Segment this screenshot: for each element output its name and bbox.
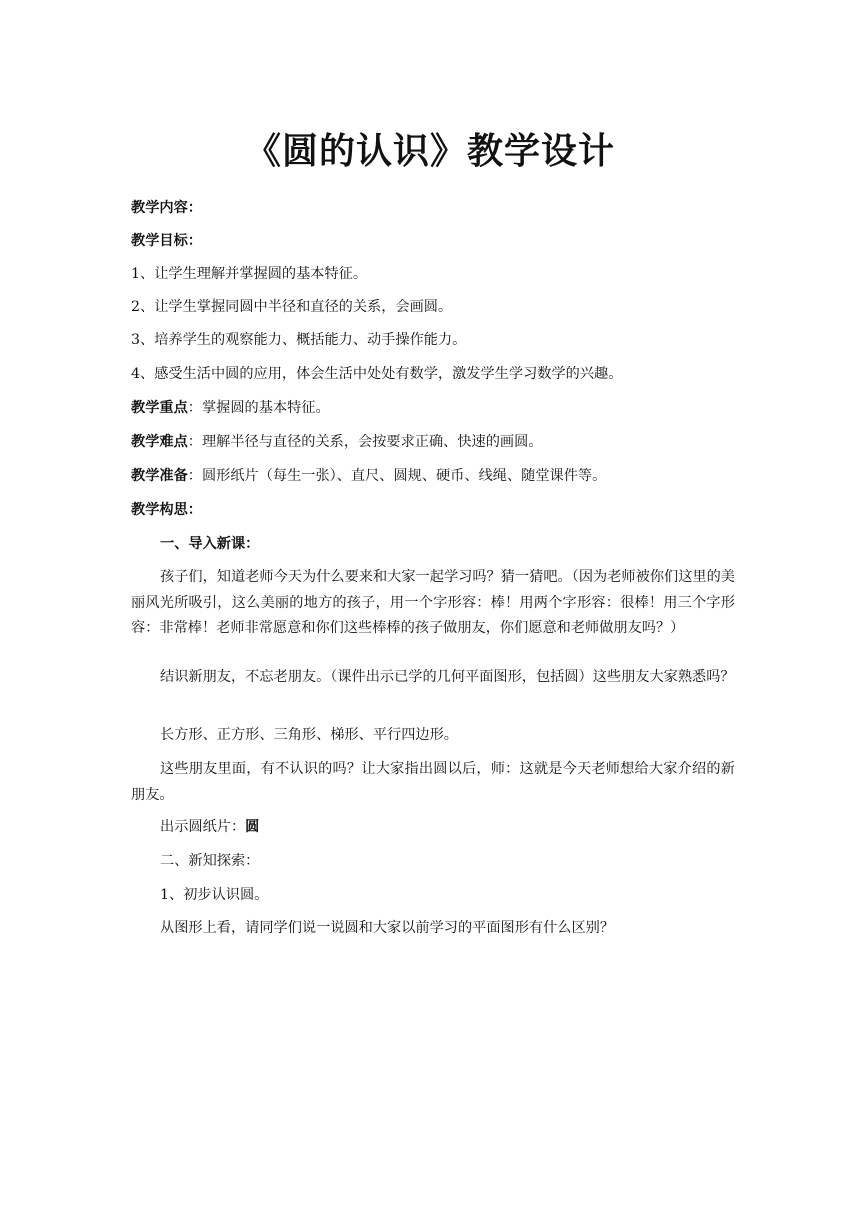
paragraph-intro: 孩子们，知道老师今天为什么要来和大家一起学习吗？猜一猜吧。（因为老师被你们这里的美丽风光所吸引，这么美丽的地方的孩子，用一个字形容：棒！用两个字形容：很棒！用三个字形容：非常棒！老师非常愿意和你们这些棒棒的孩子做朋友，你们愿意和老师做朋友吗？） (131, 569, 735, 637)
goal-item-2: 2、让学生掌握同圆中半径和直径的关系，会画圆。 (131, 299, 453, 315)
show-card-prefix: 出示圆纸片： (160, 819, 246, 835)
concept-label: 教学构思： (131, 502, 202, 518)
paragraph-old-friends: 结识新朋友，不忘老朋友。（课件出示已学的几何平面图形，包括圆）这些朋友大家熟悉吗？ (160, 669, 735, 685)
show-card-line (131, 814, 765, 840)
key-point-line (131, 395, 736, 421)
page-title: 《圆的认识》教学设计 (244, 131, 615, 172)
difficulty-text: ：理解半径与直径的关系，会按要求正确、快速的画圆。 (187, 434, 543, 450)
paragraph-new-friend: 这些朋友里面，有不认识的吗？让大家指出圆以后，师：这就是今天老师想给大家介绍的新朋友。 (131, 761, 735, 803)
preparation-label: 教学准备 (131, 468, 188, 484)
goal-item-4: 4、感受生活中圆的应用，体会生活中处处有数学，激发学生学习数学的兴趣。 (131, 366, 623, 382)
key-point-text: ：掌握圆的基本特征。 (187, 400, 330, 416)
goal-item-1: 1、让学生理解并掌握圆的基本特征。 (131, 266, 368, 282)
goal-item-3: 3、培养学生的观察能力、概括能力、动手操作能力。 (131, 332, 467, 348)
section-1-heading: 一、导入新课： (160, 536, 260, 552)
preparation-line (131, 463, 736, 489)
teaching-goals-label: 教学目标： (131, 233, 202, 249)
paragraph-shapes-list: 长方形、正方形、三角形、梯形、平行四边形。 (160, 727, 458, 743)
section-2-heading: 二、新知探索： (160, 853, 260, 869)
difficulty-line (131, 429, 736, 455)
teaching-content-label: 教学内容： (131, 200, 202, 216)
preparation-text: ：圆形纸片（每生一张）、直尺、圆规、硬币、线绳、随堂课件等。 (187, 468, 607, 484)
paragraph-difference-question: 从图形上看，请同学们说一说圆和大家以前学习的平面图形有什么区别？ (160, 920, 615, 936)
step-1-heading: 1、初步认识圆。 (160, 887, 269, 903)
show-card-circle: 圆 (245, 819, 260, 835)
difficulty-label: 教学难点 (131, 434, 188, 450)
key-point-label: 教学重点 (131, 400, 188, 416)
